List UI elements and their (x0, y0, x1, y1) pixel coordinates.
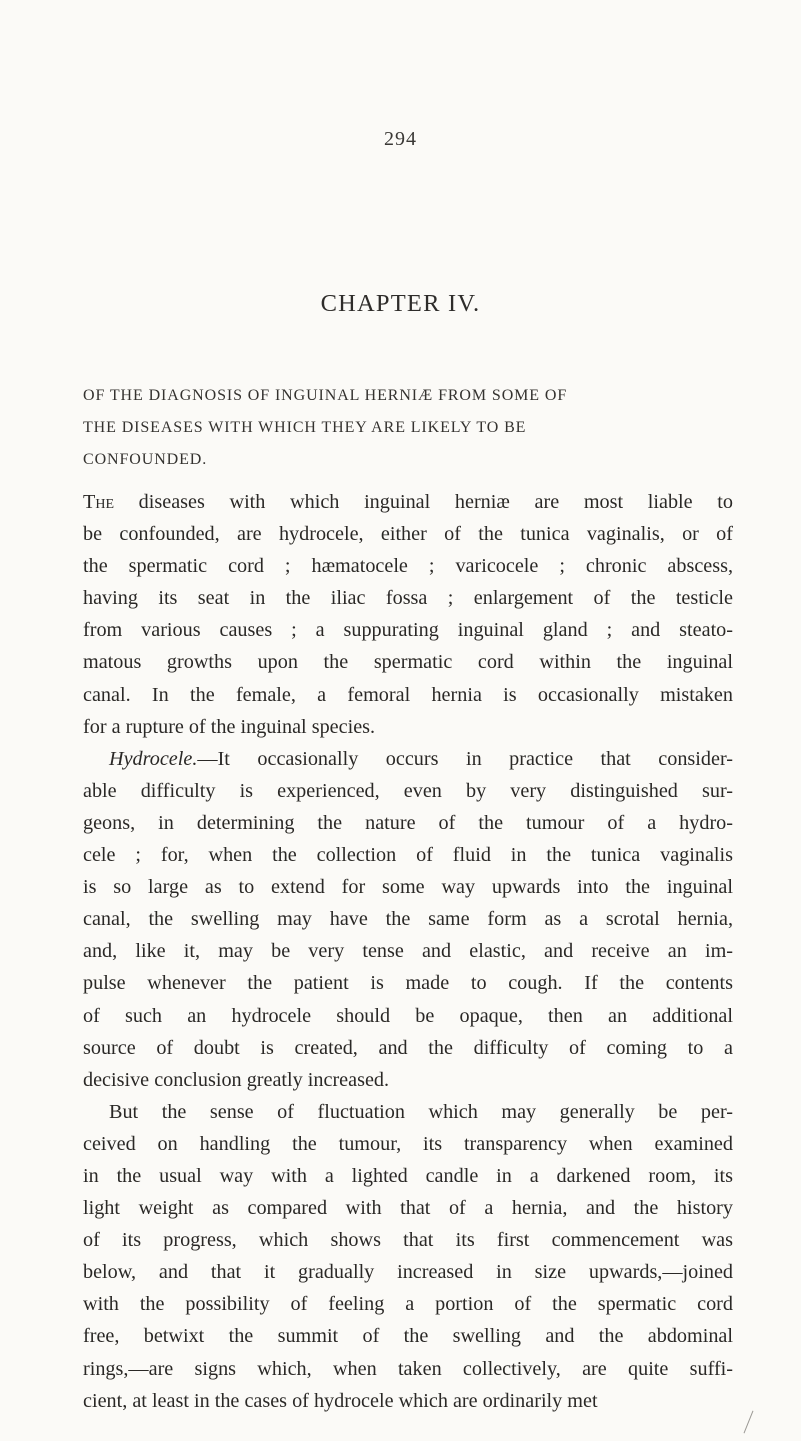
paragraph-line: with the possibility of feeling a portion of the spermatic cord (83, 1293, 733, 1316)
subtitle-line: THE DISEASES WITH WHICH THEY ARE LIKELY TO BE (83, 419, 527, 436)
paragraph-line: of such an hydrocele should be opaque, then an additional (83, 1004, 733, 1027)
margin-pencil-mark (744, 1411, 754, 1434)
paragraph-line: the spermatic cord ; hæmatocele ; varicocele ; chronic abscess, (83, 555, 733, 578)
subtitle-line: OF THE DIAGNOSIS OF INGUINAL HERNIÆ FROM SOME OF (83, 387, 568, 404)
paragraph-line: from various causes ; a suppurating inguinal gland ; and steato- (83, 619, 733, 642)
paragraph-line (83, 486, 733, 518)
paragraph-line: rings,—are signs which, when taken collectively, are quite suffi- (83, 1357, 733, 1380)
paragraph-line: pulse whenever the patient is made to cough. If the contents (83, 972, 733, 995)
page-number: 294 (384, 128, 417, 150)
paragraph-line: for a rupture of the inguinal species. (83, 715, 376, 738)
paragraph-line: decisive conclusion greatly increased. (83, 1068, 390, 1091)
chapter-title: CHAPTER IV. (320, 290, 481, 317)
paragraph-line: free, betwixt the summit of the swelling and the abdominal (83, 1325, 733, 1348)
paragraph-line: cient, at least in the cases of hydrocele which are ordinarily met (83, 1389, 598, 1412)
paragraph-line: able difficulty is experienced, even by very distinguished sur- (83, 779, 733, 802)
paragraph-line: canal. In the female, a femoral hernia is occasionally mistaken (83, 683, 733, 706)
paragraph-line: having its seat in the iliac fossa ; enlargement of the testicle (83, 587, 733, 610)
paragraph-line: be confounded, are hydrocele, either of the tunica vaginalis, or of (83, 523, 733, 546)
drop-lead-word: The (83, 491, 114, 513)
chapter-subtitle (83, 380, 733, 476)
paragraph-line: But the sense of fluctuation which may generally be per- (109, 1100, 733, 1123)
paragraph-line: in the usual way with a lighted candle in a darkened room, its (83, 1164, 733, 1187)
paragraph-line: is so large as to extend for some way upwards into the inguinal (83, 876, 733, 899)
paragraph-line: light weight as compared with that of a hernia, and the history (83, 1197, 733, 1220)
paragraph-text: diseases with which inguinal herniæ are most liable to (114, 491, 733, 513)
paragraph-text: —It occasionally occurs in practice that consider- (197, 747, 733, 770)
paragraph-line: geons, in determining the nature of the tumour of a hydro- (83, 811, 733, 834)
section-heading: Hydrocele. (109, 747, 198, 770)
paragraph-line: canal, the swelling may have the same form as a scrotal hernia, (83, 908, 733, 931)
paragraph-line: ceived on handling the tumour, its transparency when examined (83, 1132, 733, 1155)
paragraph-line: cele ; for, when the collection of fluid in the tunica vaginalis (83, 844, 733, 867)
paragraph-line: below, and that it gradually increased in size upwards,—joined (83, 1261, 733, 1284)
subtitle-line: CONFOUNDED. (83, 451, 208, 468)
paragraph-line: source of doubt is created, and the difficulty of coming to a (83, 1036, 733, 1059)
paragraph-line (83, 743, 733, 775)
paragraph-line: matous growths upon the spermatic cord within the inguinal (83, 651, 733, 674)
body-text (83, 486, 733, 1417)
paragraph-line: of its progress, which shows that its first commencement was (83, 1229, 733, 1252)
paragraph-line: and, like it, may be very tense and elastic, and receive an im- (83, 940, 733, 963)
